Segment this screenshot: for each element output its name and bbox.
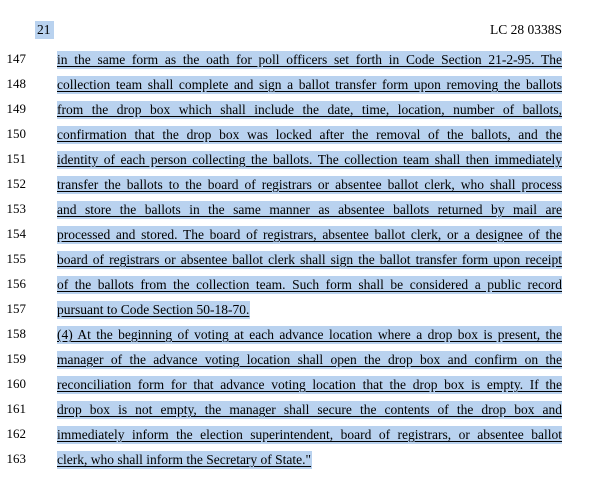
- text-line: [0, 73, 600, 98]
- line-number: 158: [6, 326, 26, 341]
- line-number: 150: [6, 126, 26, 141]
- line-number: 156: [6, 276, 26, 291]
- text-line: [0, 248, 600, 273]
- text-line: [0, 298, 600, 323]
- line-text[interactable]: of the ballots from the collection team. Such form shall be considered a public record: [57, 277, 562, 292]
- text-line: [0, 448, 600, 473]
- text-line: [0, 148, 600, 173]
- line-text[interactable]: in the same form as the oath for poll officers set forth in Code Section 21-2-95. The: [57, 52, 562, 67]
- line-text[interactable]: pursuant to Code Section 50-18-70.: [57, 302, 250, 317]
- text-line: [0, 173, 600, 198]
- line-text[interactable]: board of registrars or absentee ballot clerk shall sign the ballot transfer form upon receipt: [57, 252, 562, 267]
- text-line: [0, 223, 600, 248]
- line-text[interactable]: identity of each person collecting the ballots. The collection team shall then immediately: [57, 152, 562, 167]
- line-number: 148: [6, 76, 26, 91]
- text-line: [0, 373, 600, 398]
- line-text[interactable]: confirmation that the drop box was locked after the removal of the ballots, and the: [57, 127, 562, 142]
- line-text[interactable]: immediately inform the election superintendent, board of registrars, or absentee ballot: [57, 427, 562, 442]
- text-line: [0, 323, 600, 348]
- line-text[interactable]: reconciliation form for that advance voting location that the drop box is empty. If the: [57, 377, 562, 392]
- line-text[interactable]: clerk, who shall inform the Secretary of State.": [57, 452, 312, 467]
- line-number: 161: [6, 401, 26, 416]
- text-line: [0, 198, 600, 223]
- line-number: 162: [6, 426, 26, 441]
- line-number: 160: [6, 376, 26, 391]
- line-number: 153: [6, 201, 26, 216]
- line-number: 151: [6, 151, 26, 166]
- line-text[interactable]: manager of the advance voting location shall open the drop box and confirm on the: [57, 352, 562, 367]
- line-number: 163: [6, 451, 26, 466]
- text-line: [0, 48, 600, 73]
- line-text[interactable]: from the drop box which shall include the date, time, location, number of ballots,: [57, 102, 562, 117]
- text-line: [0, 398, 600, 423]
- document-body: [0, 48, 600, 473]
- line-number: 159: [6, 351, 26, 366]
- line-text[interactable]: processed and stored. The board of registrars, absentee ballot clerk, or a designee of the: [57, 227, 562, 242]
- line-number: 152: [6, 176, 26, 191]
- text-line: [0, 98, 600, 123]
- text-line: [0, 348, 600, 373]
- line-number: 149: [6, 101, 26, 116]
- line-text[interactable]: collection team shall complete and sign a ballot transfer form upon removing the ballots: [57, 77, 562, 92]
- document-id: LC 28 0338S: [489, 22, 562, 37]
- text-line: [0, 273, 600, 298]
- line-number: 157: [6, 301, 26, 316]
- line-number: 147: [6, 51, 26, 66]
- line-text[interactable]: (4) At the beginning of voting at each advance location where a drop box is present, the: [57, 327, 562, 342]
- line-text[interactable]: and store the ballots in the same manner as absentee ballots returned by mail are: [57, 202, 562, 217]
- text-line: [0, 423, 600, 448]
- line-number: 155: [6, 251, 26, 266]
- page-number: 21: [35, 21, 54, 39]
- text-line: [0, 123, 600, 148]
- page-header: [0, 0, 600, 46]
- line-number: 154: [6, 226, 26, 241]
- line-text[interactable]: transfer the ballots to the board of registrars or absentee ballot clerk, who shall process: [57, 177, 562, 192]
- line-text[interactable]: drop box is not empty, the manager shall secure the contents of the drop box and: [57, 402, 562, 417]
